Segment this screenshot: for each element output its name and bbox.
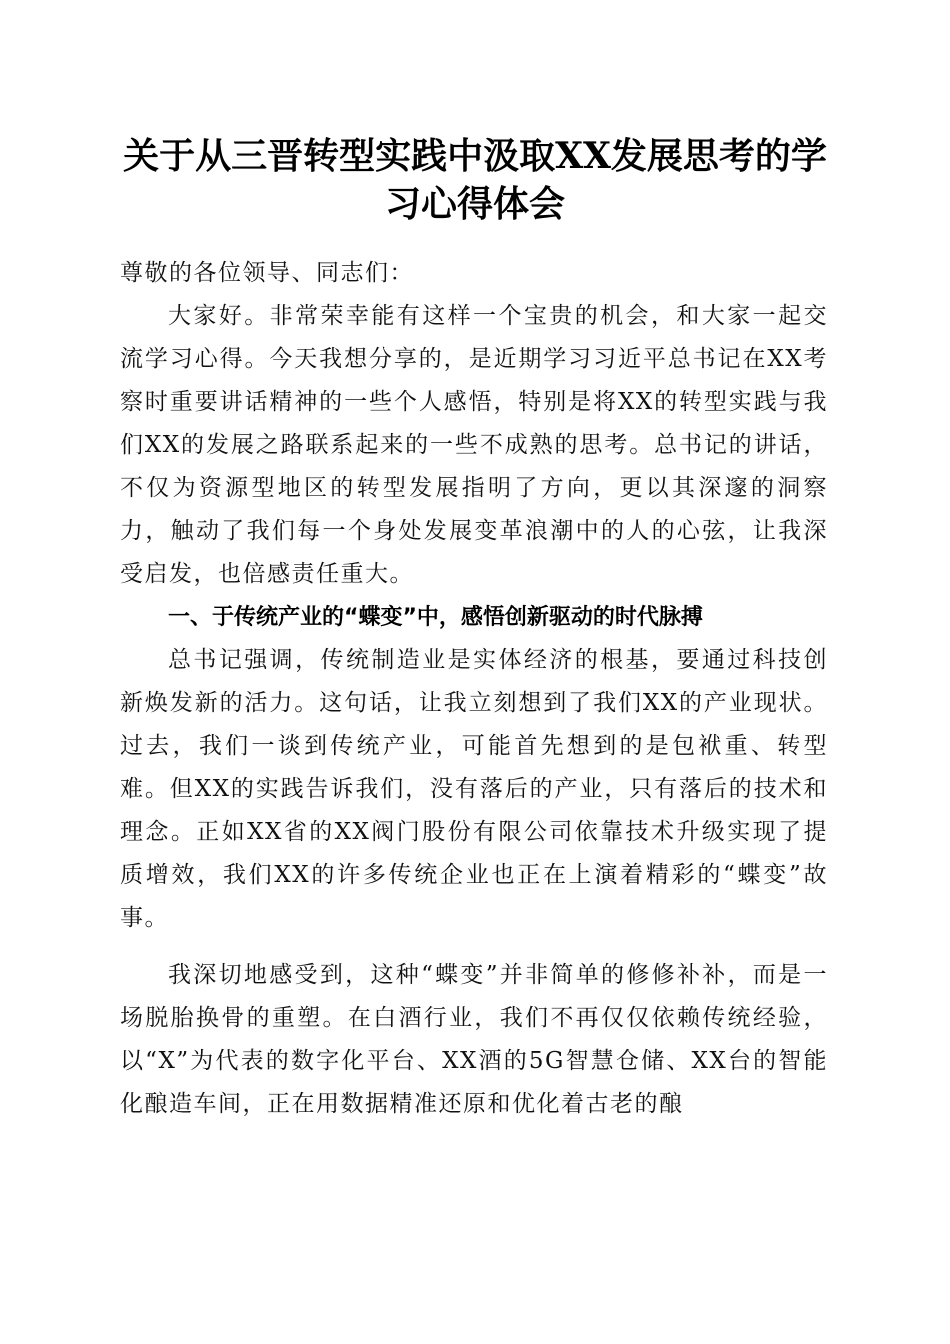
- paragraph-spacer: [120, 940, 828, 954]
- paragraph-section-2: 我深切地感受到，这种“蝶变”并非简单的修修补补，而是一场脱胎换骨的重塑。在白酒行业，我们不再仅仅依赖传统经验，以“X”为代表的数字化平台、XX酒的5G智慧仓储、XX台的智能化酿造车间，正在用数据精准还原和优化着古老的酿: [120, 962, 828, 1117]
- paragraph-intro: 大家好。非常荣幸能有这样一个宝贵的机会，和大家一起交流学习心得。今天我想分享的，是近期学习习近平总书记在XX考察时重要讲话精神的一些个人感悟，特别是将XX的转型实践与我们XX的发展之路联系起来的一些不成熟的思考。总书记的讲话，不仅为资源型地区的转型发展指明了方向，更以其深邃的洞察力，触动了我们每一个身处发展变革浪潮中的人的心弦，让我深受启发，也倍感责任重大。: [120, 303, 828, 587]
- section-heading: 一、于传统产业的“蝶变”中，感悟创新驱动的时代脉搏: [168, 605, 703, 630]
- document-title: [100, 132, 850, 228]
- title-line-1: 关于从三晋转型实践中汲取XX发展思考的学: [123, 135, 827, 177]
- document-body: [120, 252, 828, 1126]
- salutation: 尊敬的各位领导、同志们：: [120, 260, 414, 286]
- paragraph-section-1: 总书记强调，传统制造业是实体经济的根基，要通过科技创新焕发新的活力。这句话，让我立刻想到了我们XX的产业现状。过去，我们一谈到传统产业，可能首先想到的是包袱重、转型难。但XX的实践告诉我们，没有落后的产业，只有落后的技术和理念。正如XX省的XX阀门股份有限公司依靠技术升级实现了提质增效，我们XX的许多传统企业也正在上演着精彩的“蝶变”故事。: [120, 647, 828, 931]
- title-line-2: 习心得体会: [384, 183, 565, 225]
